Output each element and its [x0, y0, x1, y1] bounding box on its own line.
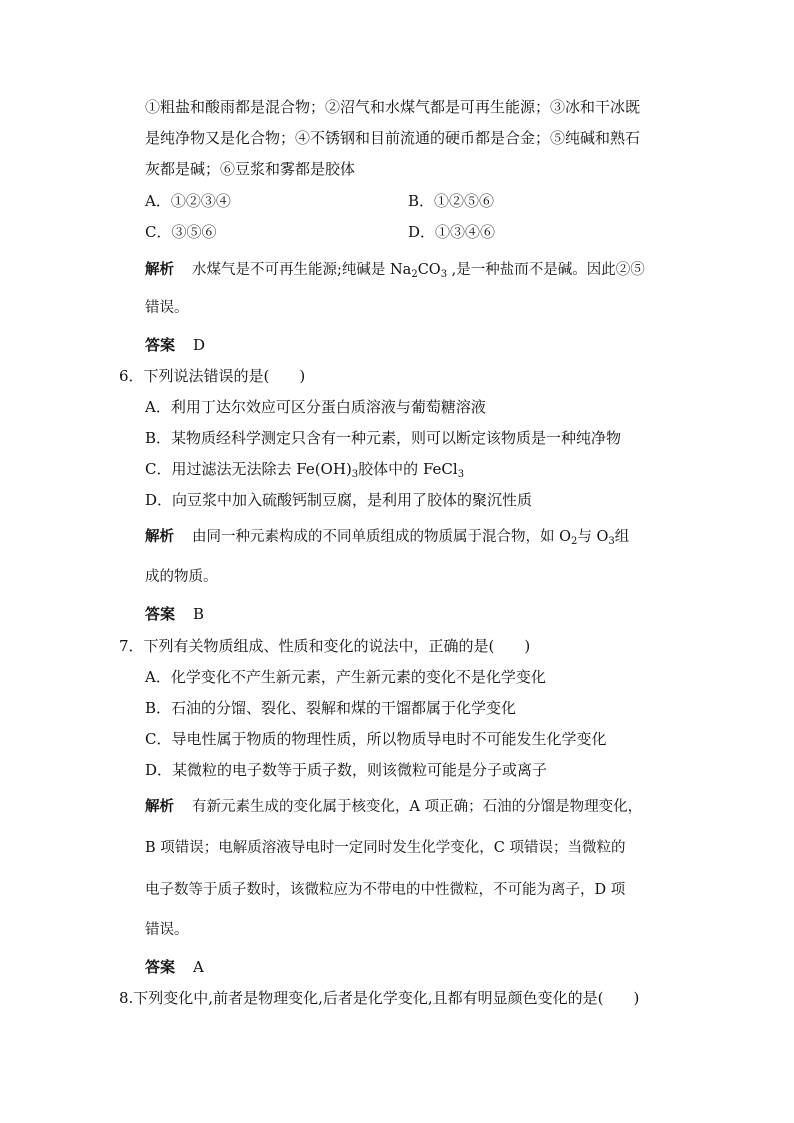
q5-stem-line3: 灰都是碱；⑥豆浆和雾都是胶体 — [145, 160, 356, 178]
q5-explanation-line1: 解析 水煤气是不可再生能源;纯碱是 $Na_2CO_3$ ,是一种盐而不是碱。因此②⑤ — [145, 262, 645, 280]
q6-option-d: D．向豆浆中加入硫酸钙制豆腐，是利用了胶体的聚沉性质 — [145, 491, 533, 509]
answer-value: D — [193, 336, 206, 354]
answer-value: A — [193, 958, 204, 976]
q7-explanation-line3: 电子数等于质子数时，该微粒应为不带电的中性微粒，不可能为离子，D 项 — [145, 882, 626, 898]
q6-stem: 6．下列说法错误的是( ) — [119, 367, 306, 385]
q7-option-c: C．导电性属于物质的物理性质，所以物质导电时不可能发生化学变化 — [145, 730, 607, 748]
q6-answer — [145, 604, 204, 624]
q7-answer — [145, 957, 204, 977]
q6-option-c: C．用过滤法无法除去 $Fe(OH)_3$胶体中的 FeCl$_3$ — [145, 460, 465, 480]
answer-label: 答案 — [145, 958, 176, 976]
q7-option-a: A．化学变化不产生新元素，产生新元素的变化不是化学变化 — [145, 668, 546, 686]
answer-value: B — [193, 605, 205, 623]
q7-explanation-line4: 错误。 — [145, 922, 189, 938]
q5-option-a: A．①②③④ — [145, 192, 231, 210]
q5-option-c: C．③⑤⑥ — [145, 223, 217, 241]
q7-stem: 7．下列有关物质组成、性质和变化的说法中，正确的是( ) — [119, 637, 531, 655]
q5-stem-line1: ①粗盐和酸雨都是混合物；②沼气和水煤气都是可再生能源；③冰和干冰既 — [145, 98, 641, 116]
explanation-label: 解析 — [145, 529, 174, 545]
q6-option-a: A．利用丁达尔效应可区分蛋白质溶液与葡萄糖溶液 — [145, 398, 486, 416]
q6-explanation-line1: 解析 由同一种元素构成的不同单质组成的物质属于混合物，如 $O_2$与 $O_3$组 — [145, 529, 630, 547]
explanation-label: 解析 — [145, 799, 174, 815]
q8-stem: 8.下列变化中,前者是物理变化,后者是化学变化,且都有明显颜色变化的是( ) — [119, 989, 640, 1007]
q7-explanation-line1: 解析 有新元素生成的变化属于核变化，A 项正确；石油的分馏是物理变化， — [145, 799, 643, 815]
q7-option-d: D．某微粒的电子数等于质子数，则该微粒可能是分子或离子 — [145, 761, 548, 779]
q5-explanation-line2: 错误。 — [145, 300, 189, 316]
q5-answer — [145, 335, 205, 355]
q5-stem-line2: 是纯净物又是化合物；④不锈钢和目前流通的硬币都是合金；⑤纯碱和熟石 — [145, 129, 641, 147]
q6-explanation-line2: 成的物质。 — [145, 569, 218, 585]
q6-option-b: B．某物质经科学测定只含有一种元素，则可以断定该物质是一种纯净物 — [145, 429, 622, 447]
q5-option-d: D．①③④⑥ — [408, 223, 496, 241]
q7-explanation-line2: B 项错误；电解质溶液导电时一定同时发生化学变化，C 项错误；当微粒的 — [145, 840, 626, 856]
answer-label: 答案 — [145, 605, 176, 623]
answer-label: 答案 — [145, 336, 176, 354]
q7-option-b: B．石油的分馏、裂化、裂解和煤的干馏都属于化学变化 — [145, 699, 517, 717]
q5-option-b: B．①②⑤⑥ — [408, 192, 495, 210]
explanation-label: 解析 — [145, 262, 174, 278]
